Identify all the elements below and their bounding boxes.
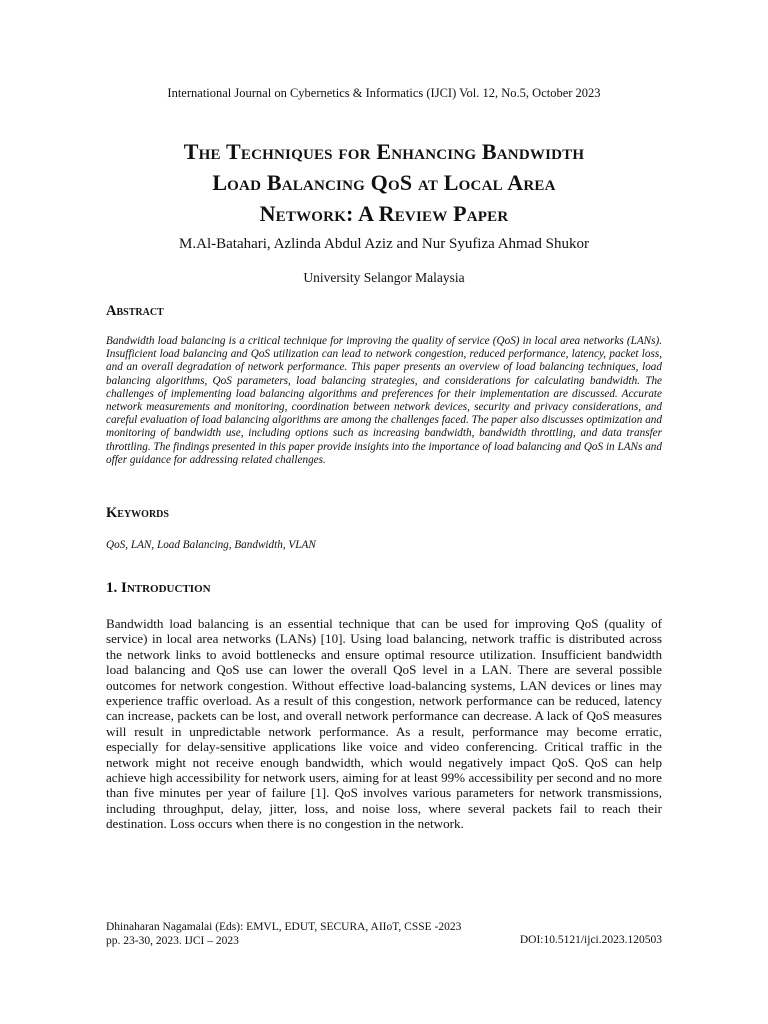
introduction-text: Bandwidth load balancing is an essential technique that can be used for improving QoS (quality of service) in local area networks (LANs) [10]. Using load balancing, network traffic is distributed across the network links to avoid bottlenecks and ensure optimal resource utilization. Insufficient bandwidth load balancing and QoS use can lower the overall QoS level in a LAN. There are several possible outcomes for network congestion. Without effective load-balancing systems, LAN devices or lines may experience traffic overload. As a result of this congestion, network performance can be reduced, latency can increase, packets can be lost, and overall network performance can decrease. A lack of QoS measures will result in unpredictable network performance. As a result, performance may become erratic, especially for delay-sensitive applications like voice and video conferencing. Critical traffic in the network might not receive enough bandwidth, which would negatively impact QoS. QoS can help achieve high accessibility for network users, aiming for at least 99% accessibility per second and no more than five minutes per year of failure [1]. QoS involves various parameters for network transmissions, including throughput, delay, jitter, loss, and noise loss, where several packets fail to reach their destination. Loss occurs when there is no congestion in the network. — [106, 616, 662, 832]
footer-doi: DOI:10.5121/ijci.2023.120503 — [519, 934, 662, 946]
affiliation: University Selangor Malaysia — [303, 270, 465, 285]
running-head: International Journal on Cybernetics & Informatics (IJCI) Vol. 12, No.5, October 2023 — [167, 86, 601, 100]
footer-pages: pp. 23-30, 2023. IJCI – 2023 — [106, 935, 239, 947]
authors: M.Al-Batahari, Azlinda Abdul Aziz and Nur Syufiza Ahmad Shukor — [179, 236, 589, 252]
keywords-text: QoS, LAN, Load Balancing, Bandwidth, VLAN — [106, 539, 316, 551]
title-line-1: The Techniques for Enhancing Bandwidth — [183, 139, 585, 164]
abstract-text: Bandwidth load balancing is a critical technique for improving the quality of service (QoS) in local area networks (LANs). Insufficient load balancing and QoS utilization can lead to network congestion, reduced performance, latency, packet loss, and an overall degradation of network performance. This paper presents an overview of load balancing techniques, load balancing algorithms, QoS parameters, load balancing strategies, and considerations for calculating bandwidth. The challenges of implementing load balancing algorithms and preferences for their implementation are discussed. Accurate network measurements and monitoring, coordination between network devices, security and privacy considerations, and careful evaluation of load balancing algorithms are among the challenges faced. The paper also discusses optimization and monitoring of bandwidth use, including options such as increasing bandwidth, bandwidth throttling, and data transfer throttling. The findings presented in this paper provide insights into the importance of load balancing and QoS in LANs and offer guidance for addressing related challenges. — [106, 335, 662, 466]
footer-citation — [106, 920, 461, 948]
abstract-heading: Abstract — [106, 303, 164, 319]
introduction-heading: 1. Introduction — [106, 580, 211, 596]
title-line-2: Load Balancing QoS at Local Area — [212, 170, 556, 195]
keywords-heading: Keywords — [106, 505, 169, 521]
paper-title — [90, 136, 678, 229]
footer-editors: Dhinaharan Nagamalai (Eds): EMVL, EDUT, SECURA, AIIoT, CSSE -2023 — [106, 921, 462, 933]
title-line-3: Network: A Review Paper — [259, 201, 509, 226]
